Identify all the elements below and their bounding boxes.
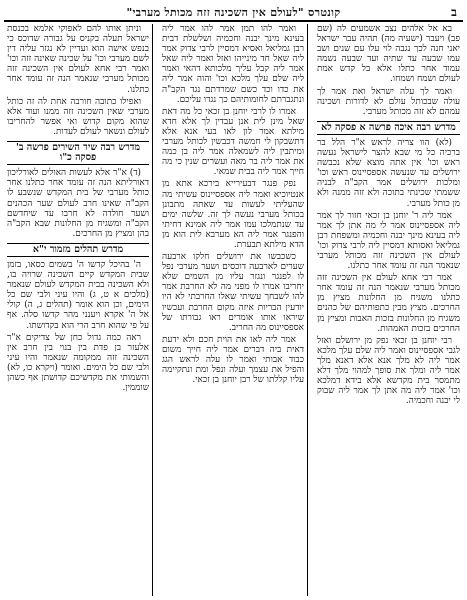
paragraph: רבי יוחנן בן זכאי נפק מן ירושלם ואזל לגבי אספסיינוס ואמר ליה שלם עלך מלכא אמר ליה לא מלך אנא אלא דאנא מלך אמר ליה ומלך את סופך למהוי מלך דלא מתמסר בית מקדשא אלא בידא דמלכא וכו' אמר ליה מה אתן לך אמר ליה שבוק לי יבנה וחכמיה. xyxy=(317,335,460,407)
paragraph: נפק פנגר דבעירייא בירכא אתא מן אנטיוכיא ואמר ליה אספסיינוס עשיתי מה שהעליתי לעשות עד שאתה מתבונן בכותל מערבי נעשה לך זה. שלשה ימים עד שנתמלכו עמו אמר ליה אמינא דחיתי והפנגר אמר ליה הא מערבא לית הוא מן הדא מילתא תבערת. xyxy=(162,179,304,250)
page-letter: ב xyxy=(451,4,457,19)
page-title: קונטרס "לעולם אין השכינה זזה מכותל מערבי" xyxy=(126,5,341,19)
paragraph: ראה כמה גדול כחן של צדיקים א"ר אלעזר בן פדת בין בנוי בין חרב אין השכינה זזה ממקומה שנאמר והיו עיני ולבי שם כל הימים. ואומר (ויקרא כו, לא) והשמותי את מקדשיכם קדושתן אף כשהן שוממין. xyxy=(7,332,149,394)
column-middle xyxy=(159,24,308,596)
column-right xyxy=(314,24,463,596)
paragraph: וניתן אותו להם לאפוקי אלמא בכנסת ישראל תעלה בקניס על גבורה שדוכס כי בנפש אישה הוא ועדיין לא נגזר עליה דין לשם מערבי וכו' על שכינה שאינה זזה וכו' ואמר רבי אחא לעולם אין השכינה זזה מכותל מערבי שנאמר הנה זה עומד אחר כתלנו. xyxy=(7,24,149,95)
paragraph: אמר ליה לאו את הוית חכם ולא ידעת דאית ביה דברים אמר ליה חייך משום כבוד אבותי ואמר לו עלה לראש הגג והפיל את עצמך ועלה ונפל ומת ונתקיימה עליו קללתו של רבן יוחנן בן זכאי. xyxy=(162,334,304,386)
section-heading: מדרש תהלים מזמור י"א xyxy=(7,243,149,257)
paragraph: (לא) הוו צריה לראש א"ר הלל בר ברכיה כל מי שבא להצר לישראל נעשה ראש וכו' אין אתה מוצא שלא נכבשה ירושלים עד שנעשה אספסיינוס ראש וכו' ומלכות ירושלים אמר הקב"ה לבניה ששמתי שכינתי בתוכה ולא זזה ממנה ולא מן כותל מערבי. xyxy=(317,137,460,209)
page-header xyxy=(4,4,463,22)
paragraph: ה' בהיכל קדשו ה' בשמים כסאו, בזמן שבית המקדש קיים השכינה שרויה בו, ולא השכינה בבית המקדש לעולם שנאמר (מלכים א ט, ג) והיו עיני ולבי שם כל הימים, וכן הוא אומר (תהלים ג, ה) קולי אל ה' אקרא ויענני מהר קדשו סלה. אף על פי שהוא חרב הרי הוא בקדושתו. xyxy=(7,259,149,331)
section-heading: מדרש רבה איכה פרשה א פסקה לא xyxy=(317,121,460,135)
paragraph: ואמר להו תמן אמר להו אמר ליה בעינא מינך יבנה וחכמיה ושלשלת דבית רבן גמליאל ואסיא דמסיין לרבי צדוק אמר ליה שאל חד מינייהו ואזל ואמר ליה שאל אמר ליה קבל עליך מלכותא דהאי ואמר ליה שלם עלך מלכא וכו' והוה אמר ליה את כדו וכד כשם שמרדתם נגד הקב"ה ונתגברתם לחומותיהם כך נגדו עליכם. xyxy=(162,24,304,105)
section-heading: מדרש רבה שיר השירים פרשה ב' פסקה כ"ו xyxy=(7,141,149,165)
paragraph: אמר ליה ר' יוחנן בן זכאי חזור לך אמר ליה אספסיינוס אמר לי מה אתן לך אמר ליה בעינא מינך יבנה וחכמיה ומשפחת רבן גמליאל ואסותא דמסיין ליה לרבי צדוק וכו' לעולם אין השכינה זזה מכותל מערבי שנאמר הנה זה עומד אחר כתלנו. xyxy=(317,210,460,272)
paragraph: ואמר לך עלה ישראל ואת אמר לך עולה שבכותל עולם לא לדורות ושכינה עמהם לא זזה מכותל מערבי. xyxy=(317,86,460,117)
paragraph: (ד) א"ר אלא לעשות האולים לאורליכון דאורליתא הנה זה עומד אחר כתלנו אחר כותל מערבי של בית המקדש שנשבע לו הקב"ה שאינו חרב לעולם שער הכהנים ושער חולדה לא חרבו עד שיחדשם הקב"ה ומשגיח מן החלונות שבא הקב"ה בהן ומציץ מן החרכים. xyxy=(7,168,149,239)
paragraph: ואפילו כתובה חורבה אחת לה זה כותל מערבי שאין השכינה זזה ממנו ועוד אלא שהוא מקום קדוש ואי אפשר להחריבו לעולם ונשאר לעולם לעדות. xyxy=(7,96,149,137)
paragraph: בא אל אלהים נצב אשמעים לה (שם פב) ויעבר (ישעיה מה) תהיה עבר ישראל יאני חנה לכך נגבה לוי עלו עם שנים ושב עמו שבעה עד שתיה ועד שבעה נשמה עמוד אחר כתלו אלא בל קדש אמת לעולם ושמח ושמחו. xyxy=(317,24,460,85)
column-left xyxy=(4,24,153,596)
paragraph: כשכבשו את ירושלים חלקו ארבעה שערים לארבעה דוכסים ושער מערבי נפל לו לפנגר ונגזר עליו מן השמים שלא יחריבו אמרו לו מפני מה לא החרבת אמר להו לשבחך עשיתי שאלו החרבתי לא היו יודעין הבריות איזה מקום החרבת ועכשיו שיראו אותו אומרים ראו גבורתו של אספסיינוס מה החריב. xyxy=(162,252,304,333)
paragraph: אמר רבי אחא לעולם אין השכינה זזה מכותל מערבי שנאמר הנה זה עומד אחר כתלנו משגיח מן החלונות מציץ מן החרכים. מציץ מבין כתפותיהם של כהנים משגיח מן החלונות בזכות האבות ומציץ מן החרכים בזכות האמהות. xyxy=(317,273,460,334)
text-columns xyxy=(4,24,463,596)
paragraph: אמרו לו לרבי יוחנן בן זכאי כל מה דאת שאל מינן לית אנן עבדין לך אלא חדא מילתא אמר לון לאו בעי אנא אלא דתשבקון לי חמשה דכבשין לכותל מערבי ומיתבין ליה לשמאלה אמר ליה בן כמה את אמר ליה בר מאה ועשרים שנין כי מה חייך אמר ליה בבית שמאי. xyxy=(162,106,304,178)
